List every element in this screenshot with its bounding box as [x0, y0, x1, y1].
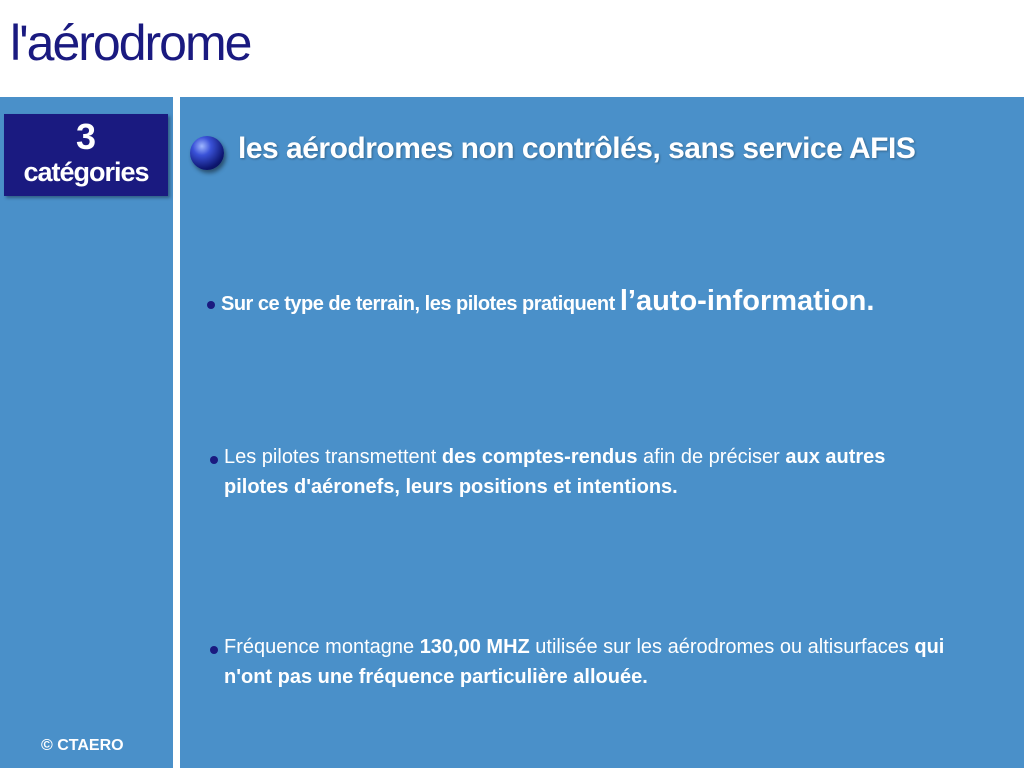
- dot-icon: [210, 456, 218, 464]
- list-item-text: utilisée sur les aérodromes ou altisurfaces: [529, 636, 915, 658]
- blue-orb-icon: [190, 136, 224, 170]
- list-item-auto-information: [221, 286, 874, 319]
- list-item-emphasis: 130,00 MHZ: [419, 636, 530, 658]
- list-item-text: afin de préciser: [637, 446, 786, 468]
- sidebar: [0, 97, 173, 768]
- list-item-text: Sur ce type de terrain, les pilotes pratiquent: [221, 293, 620, 315]
- copyright-text: © CTAERO: [41, 737, 124, 754]
- list-item-text: Fréquence montagne: [224, 636, 420, 658]
- section-heading: les aérodromes non contrôlés, sans service AFIS: [238, 132, 916, 165]
- divider: [173, 97, 180, 768]
- list-item-comptes-rendus: [224, 442, 954, 502]
- category-number: 3: [75, 116, 97, 157]
- list-item-emphasis: qui n'ont pas une fréquence particulière allouée.: [224, 636, 945, 688]
- list-item-text: Les pilotes transmettent: [224, 446, 442, 468]
- list-item-emphasis: des comptes-rendus: [441, 446, 638, 468]
- list-item-emphasis: l’auto-information.: [619, 285, 875, 317]
- list-item-frequence-montagne: [224, 632, 984, 692]
- list-item-emphasis: aux autres pilotes d'aéronefs, leurs positions et intentions.: [224, 446, 886, 498]
- category-label: catégories: [23, 157, 149, 187]
- slide-title: l'aérodrome: [10, 15, 251, 71]
- dot-icon: [207, 301, 215, 309]
- category-badge: [4, 114, 168, 196]
- dot-icon: [210, 646, 218, 654]
